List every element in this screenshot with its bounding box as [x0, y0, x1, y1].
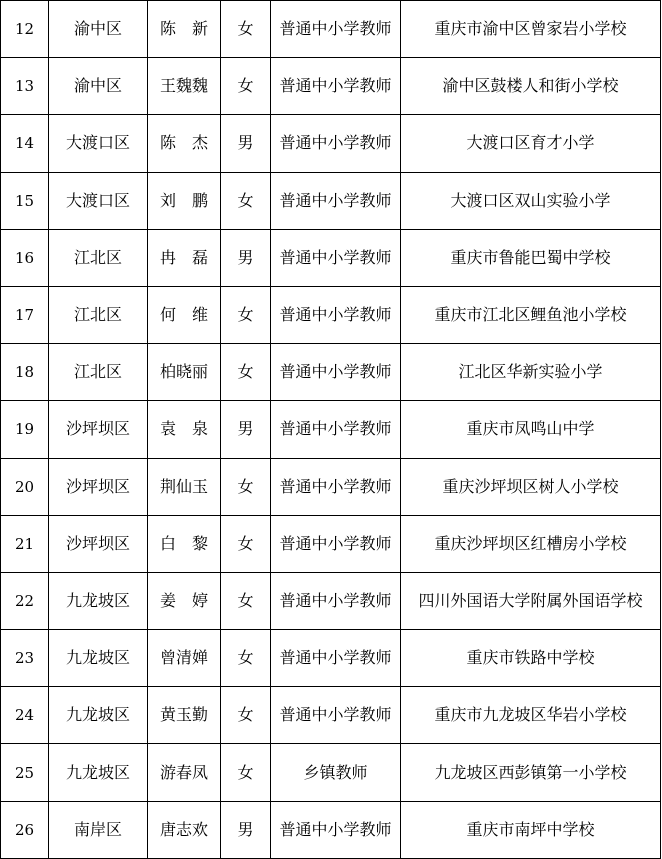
category-cell: 普通中小学教师 [271, 801, 401, 858]
name-cell: 冉 磊 [148, 229, 221, 286]
gender-cell: 男 [221, 229, 271, 286]
category-cell: 普通中小学教师 [271, 286, 401, 343]
row-number: 26 [1, 801, 49, 858]
row-number: 23 [1, 630, 49, 687]
district-cell: 沙坪坝区 [49, 515, 148, 572]
row-number: 15 [1, 172, 49, 229]
row-number: 14 [1, 115, 49, 172]
category-cell: 普通中小学教师 [271, 229, 401, 286]
school-cell: 重庆市九龙坡区华岩小学校 [401, 687, 661, 744]
name-cell: 柏晓丽 [148, 344, 221, 401]
name-cell: 白 黎 [148, 515, 221, 572]
row-number: 24 [1, 687, 49, 744]
category-cell: 普通中小学教师 [271, 344, 401, 401]
category-cell: 普通中小学教师 [271, 630, 401, 687]
school-cell: 九龙坡区西彭镇第一小学校 [401, 744, 661, 801]
category-cell: 普通中小学教师 [271, 58, 401, 115]
school-cell: 重庆市江北区鲤鱼池小学校 [401, 286, 661, 343]
name-cell: 曾清婵 [148, 630, 221, 687]
gender-cell: 女 [221, 458, 271, 515]
name-cell: 何 维 [148, 286, 221, 343]
category-cell: 普通中小学教师 [271, 115, 401, 172]
district-cell: 江北区 [49, 229, 148, 286]
gender-cell: 男 [221, 801, 271, 858]
gender-cell: 女 [221, 687, 271, 744]
school-cell: 重庆市渝中区曾家岩小学校 [401, 1, 661, 58]
category-cell: 普通中小学教师 [271, 515, 401, 572]
school-cell: 重庆沙坪坝区红槽房小学校 [401, 515, 661, 572]
row-number: 19 [1, 401, 49, 458]
table-row [1, 58, 661, 115]
category-cell: 普通中小学教师 [271, 401, 401, 458]
district-cell: 江北区 [49, 286, 148, 343]
table-row [1, 801, 661, 858]
row-number: 21 [1, 515, 49, 572]
category-cell: 普通中小学教师 [271, 1, 401, 58]
table-row [1, 229, 661, 286]
school-cell: 大渡口区育才小学 [401, 115, 661, 172]
name-cell: 刘 鹏 [148, 172, 221, 229]
table-row [1, 458, 661, 515]
row-number: 13 [1, 58, 49, 115]
school-cell: 江北区华新实验小学 [401, 344, 661, 401]
table-row [1, 115, 661, 172]
gender-cell: 女 [221, 515, 271, 572]
school-cell: 重庆市凤鸣山中学 [401, 401, 661, 458]
school-cell: 重庆市鲁能巴蜀中学校 [401, 229, 661, 286]
gender-cell: 女 [221, 572, 271, 629]
gender-cell: 男 [221, 115, 271, 172]
district-cell: 大渡口区 [49, 172, 148, 229]
school-cell: 四川外国语大学附属外国语学校 [401, 572, 661, 629]
district-cell: 九龙坡区 [49, 687, 148, 744]
gender-cell: 男 [221, 401, 271, 458]
district-cell: 渝中区 [49, 58, 148, 115]
name-cell: 姜 婷 [148, 572, 221, 629]
category-cell: 普通中小学教师 [271, 172, 401, 229]
gender-cell: 女 [221, 172, 271, 229]
table-row [1, 744, 661, 801]
table-row [1, 572, 661, 629]
district-cell: 九龙坡区 [49, 744, 148, 801]
gender-cell: 女 [221, 744, 271, 801]
roster-body [1, 1, 661, 859]
table-row [1, 630, 661, 687]
district-cell: 九龙坡区 [49, 572, 148, 629]
name-cell: 唐志欢 [148, 801, 221, 858]
school-cell: 重庆市南坪中学校 [401, 801, 661, 858]
table-row [1, 515, 661, 572]
name-cell: 游春凤 [148, 744, 221, 801]
row-number: 16 [1, 229, 49, 286]
district-cell: 九龙坡区 [49, 630, 148, 687]
district-cell: 南岸区 [49, 801, 148, 858]
district-cell: 大渡口区 [49, 115, 148, 172]
district-cell: 沙坪坝区 [49, 458, 148, 515]
table-row [1, 687, 661, 744]
school-cell: 重庆沙坪坝区树人小学校 [401, 458, 661, 515]
name-cell: 陈 新 [148, 1, 221, 58]
category-cell: 普通中小学教师 [271, 572, 401, 629]
school-cell: 渝中区鼓楼人和街小学校 [401, 58, 661, 115]
district-cell: 沙坪坝区 [49, 401, 148, 458]
table-row [1, 286, 661, 343]
row-number: 25 [1, 744, 49, 801]
gender-cell: 女 [221, 1, 271, 58]
district-cell: 江北区 [49, 344, 148, 401]
school-cell: 大渡口区双山实验小学 [401, 172, 661, 229]
category-cell: 普通中小学教师 [271, 458, 401, 515]
name-cell: 黄玉勤 [148, 687, 221, 744]
row-number: 12 [1, 1, 49, 58]
category-cell: 普通中小学教师 [271, 687, 401, 744]
name-cell: 袁 泉 [148, 401, 221, 458]
school-cell: 重庆市铁路中学校 [401, 630, 661, 687]
district-cell: 渝中区 [49, 1, 148, 58]
table-row [1, 1, 661, 58]
table-row [1, 172, 661, 229]
name-cell: 陈 杰 [148, 115, 221, 172]
row-number: 20 [1, 458, 49, 515]
name-cell: 荆仙玉 [148, 458, 221, 515]
name-cell: 王魏魏 [148, 58, 221, 115]
gender-cell: 女 [221, 58, 271, 115]
gender-cell: 女 [221, 344, 271, 401]
table-row [1, 344, 661, 401]
gender-cell: 女 [221, 630, 271, 687]
category-cell: 乡镇教师 [271, 744, 401, 801]
table-row [1, 401, 661, 458]
row-number: 18 [1, 344, 49, 401]
gender-cell: 女 [221, 286, 271, 343]
row-number: 17 [1, 286, 49, 343]
row-number: 22 [1, 572, 49, 629]
